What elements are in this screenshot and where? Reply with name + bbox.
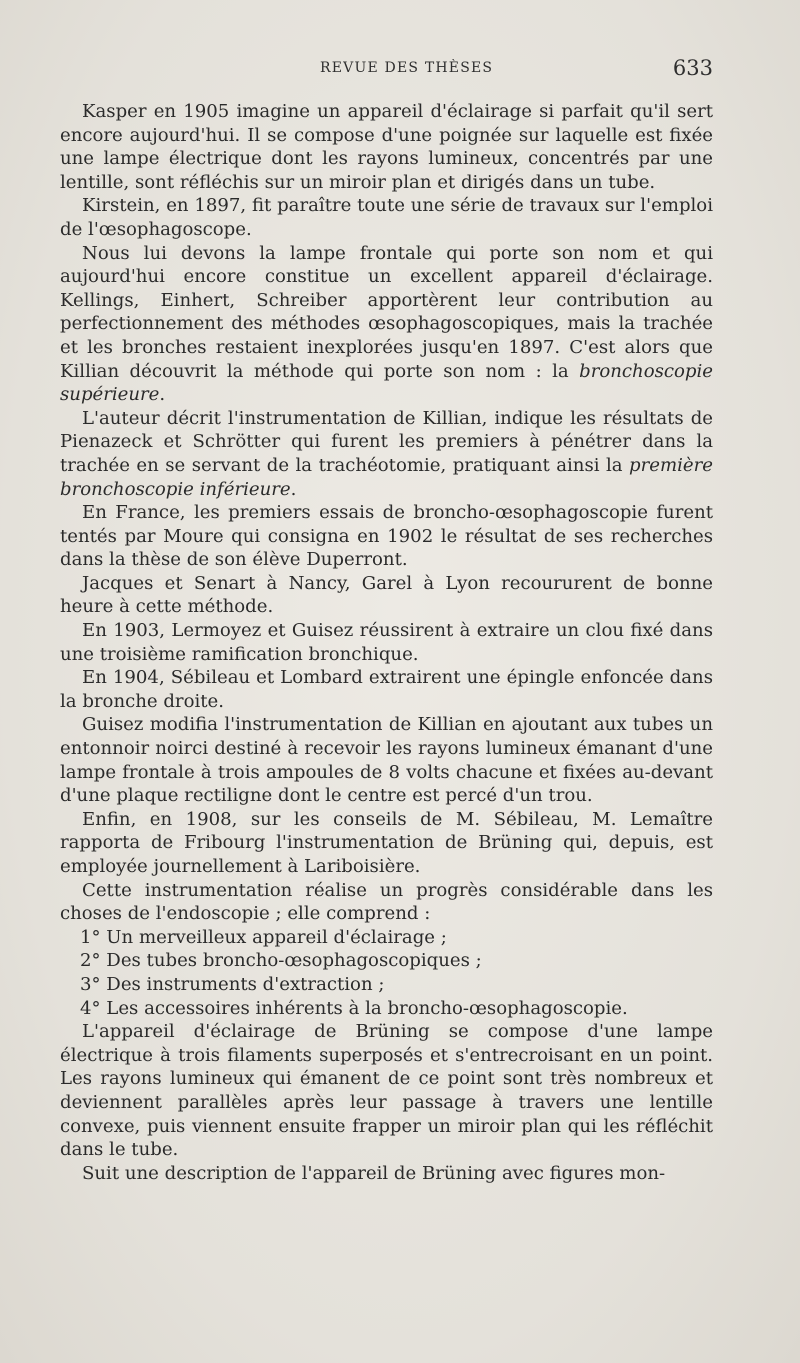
- paragraph-killian-text: Nous lui devons la lampe frontale qui porte son nom et qui aujourd'hui encore constitue un excellent appareil d'éclairage. Kellings, Einhert, Schreiber apportèrent leur contribution au perfectionnement des méthodes œsophagoscopiques, mais la trachée et les bronches restaient inexplorées jusqu'en 1897. C'est alors que Killian découvrit la méthode qui porte son nom : la: [60, 242, 713, 382]
- term-bronchoscopie-superieure: bronchoscopie supérieure: [60, 360, 713, 406]
- list-item: 4° Les accessoires inhérents à la broncho-œsophagoscopie.: [80, 997, 628, 1019]
- paragraph-guisez: Guisez modifia l'instrumentation de Killian en ajoutant aux tubes un entonnoir noirci destiné à recevoir les rayons lumineux émanant d'une lampe frontale à trois ampoules de 8 volts chacune et fixées au-devant d'une plaque rectiligne dont le centre est percé d'un trou.: [60, 714, 713, 807]
- paragraph-france: En France, les premiers essais de broncho-œsophagoscopie furent tentés par Moure qui consigna en 1902 le résultat de ses recherches dans la thèse de son élève Duperront.: [60, 502, 713, 571]
- term-bronchoscopie-inferieure: première bronchoscopie inférieure: [60, 454, 713, 500]
- paragraph-kasper: Kasper en 1905 imagine un appareil d'éclairage si parfait qu'il sert encore aujourd'hui. Il se compose d'une poignée sur laquelle est fixée une lampe électrique dont les rayons lumineux, concentrés par une lentille, sont réfléchis sur un miroir plan et dirigés dans un tube.: [60, 101, 713, 193]
- paragraph-progres: Cette instrumentation réalise un progrès considérable dans les choses de l'endoscopie ; elle comprend :: [60, 879, 713, 925]
- paragraph-kirstein: Kirstein, en 1897, fit paraître toute une série de travaux sur l'emploi de l'œsophagoscope.: [60, 195, 713, 240]
- paragraph-1903: En 1903, Lermoyez et Guisez réussirent à extraire un clou fixé dans une troisième ramification bronchique.: [60, 620, 713, 665]
- paragraph-1904: En 1904, Sébileau et Lombard extrairent une épingle enfoncée dans la bronche droite.: [60, 667, 713, 712]
- page-number: 633: [672, 56, 713, 80]
- paragraph-bruning-description: Suit une description de l'appareil de Brüning avec figures mon-: [82, 1162, 666, 1184]
- body-text: [60, 100, 713, 1185]
- paragraph-killian: [60, 242, 713, 407]
- list-item: 2° Des tubes broncho-œsophagoscopiques ;: [80, 950, 482, 972]
- paragraph-killian-end: .: [159, 384, 166, 406]
- paragraph-instrumentation-text: L'auteur décrit l'instrumentation de Killian, indique les résultats de Pienazeck et Schrötter qui furent les premiers à pénétrer dans la trachée en se servant de la trachéotomie, pratiquant ainsi la: [60, 407, 713, 476]
- paragraph-1908: Enfin, en 1908, sur les conseils de M. Sébileau, M. Lemaître rapporta de Fribourg l'instrumentation de Brüning qui, depuis, est employée journellement à Lariboisière.: [60, 808, 713, 877]
- list-item: 1° Un merveilleux appareil d'éclairage ;: [80, 926, 447, 948]
- paragraph-bruning-lamp: L'appareil d'éclairage de Brüning se compose d'une lampe électrique à trois filaments superposés et s'entrecroisant en un point. Les rayons lumineux qui émanent de ce point sont très nombreux et deviennent parallèles après leur passage à travers une lentille convexe, puis viennent ensuite frapper un miroir plan qui les réfléchit dans le tube.: [60, 1021, 713, 1161]
- page-header: [60, 56, 713, 86]
- paragraph-nancy-lyon: Jacques et Senart à Nancy, Garel à Lyon recoururent de bonne heure à cette méthode.: [60, 572, 713, 618]
- list-item: 3° Des instruments d'extraction ;: [80, 973, 385, 995]
- paragraph-instrumentation-killian: [60, 407, 713, 501]
- running-title: REVUE DES THÈSES: [320, 60, 494, 76]
- paragraph-instrumentation-end: .: [290, 478, 297, 500]
